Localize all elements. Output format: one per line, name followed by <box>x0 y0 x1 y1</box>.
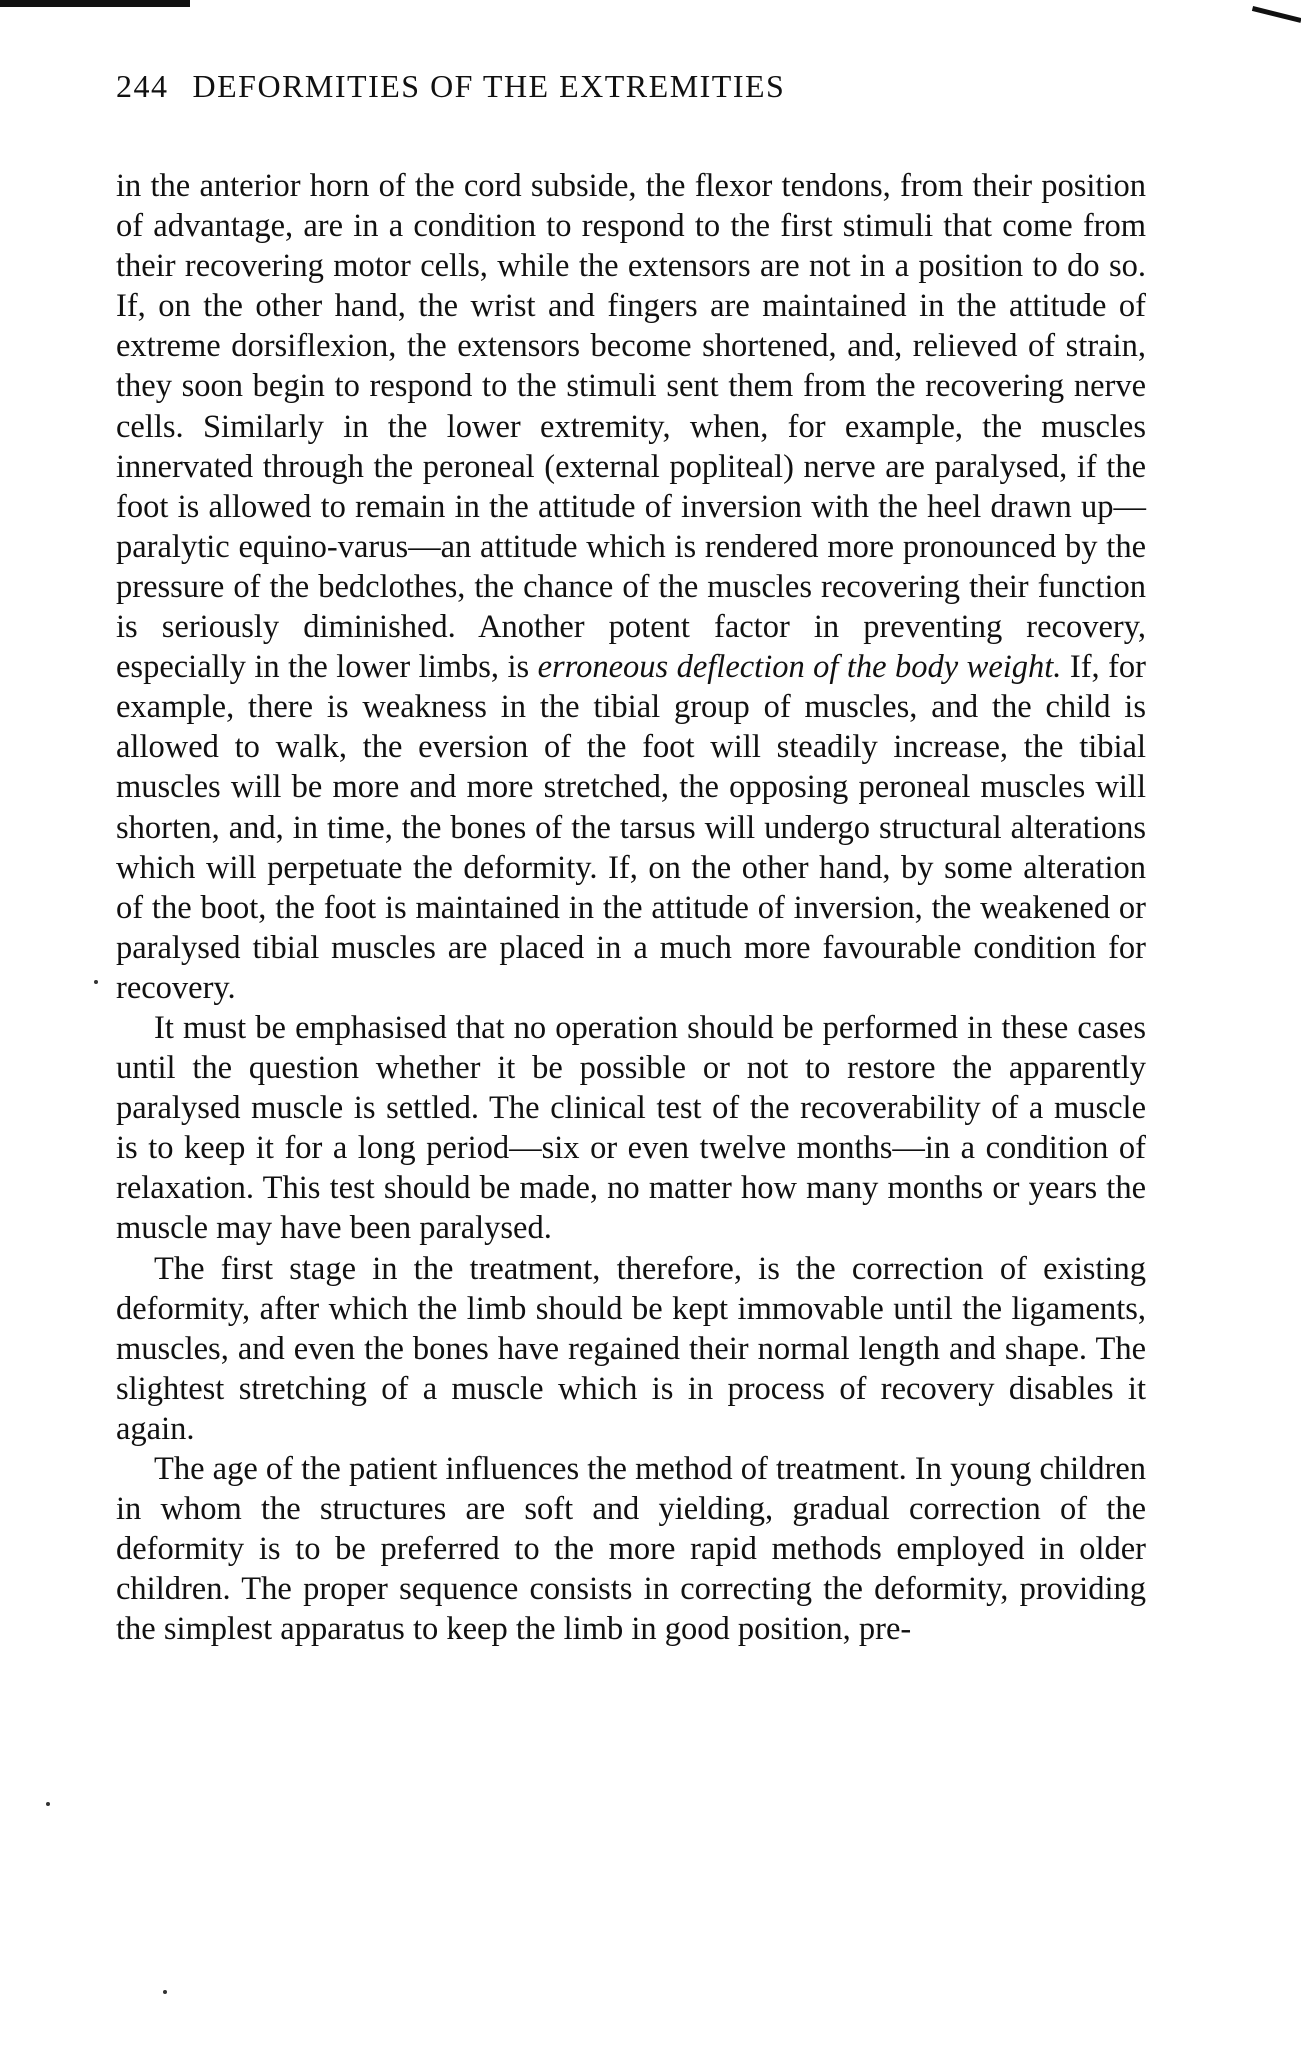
ink-speck <box>163 1990 167 1994</box>
paragraph-3: The first stage in the treatment, therefore, is the correction of existing deformity, after which the limb should be kept immovable until the ligaments, muscles, and even the bones have regained their normal length and shape. The slightest stretching of a muscle which is in process of recovery disables it again. <box>116 1250 1146 1447</box>
paragraph-1-part-b: If, for example, there is weakness in the tibial group of muscles, and the child is allowed to walk, the eversion of the foot will steadily increase, the tibial muscles will be more and more stretched, the opposing peroneal muscles will shorten, and, in time, the bones of the tarsus will undergo structural alterations which will perpetuate the deformity. If, on the other hand, by some alteration of the boot, the foot is maintained in the attitude of inversion, the weakened or paralysed tibial muscles are placed in a much more favourable condition for recovery. <box>116 649 1146 1006</box>
top-right-rule <box>1252 6 1301 23</box>
top-left-rule <box>0 0 190 7</box>
running-header <box>116 68 785 105</box>
ink-speck <box>94 980 98 984</box>
paragraph-4: The age of the patient influences the method of treatment. In young children in whom the structures are soft and yielding, gradual correction of the deformity is to be preferred to the more rapid methods employed in older children. The proper sequence consists in correcting the deformity, providing the simplest apparatus to keep the limb in good position, pre- <box>116 1451 1146 1648</box>
paragraph-1-emphasis: erroneous deflection of the body weight. <box>537 649 1062 686</box>
body-text <box>116 166 1146 1649</box>
paragraph-1-part-a: in the anterior horn of the cord subside, the flexor tendons, from their position of advantage, are in a condition to respond to the first stimuli that come from their recovering motor cells, while the extensors are not in a position to do so. If, on the other hand, the wrist and fingers are maintained in the attitude of extreme dorsiflexion, the extensors become shortened, and, relieved of strain, they soon begin to respond to the stimuli sent them from the recovering nerve cells. Similarly in the lower extremity, when, for example, the muscles innervated through the peroneal (external popliteal) nerve are paralysed, if the foot is allowed to remain in the attitude of inversion with the heel drawn up—paralytic equino-varus—an attitude which is rendered more pronounced by the pressure of the bedclothes, the chance of the muscles recovering their function is seriously diminished. Another potent factor in preventing recovery, especially in the lower limbs, is <box>116 168 1146 686</box>
ink-speck <box>46 1802 50 1806</box>
paragraph-2: It must be emphasised that no operation should be performed in these cases until the question whether it be possible or not to restore the apparently paralysed muscle is settled. The clinical test of the recoverability of a muscle is to keep it for a long period—six or even twelve months—in a condition of relaxation. This test should be made, no matter how many months or years the muscle may have been paralysed. <box>116 1009 1146 1247</box>
running-title: DEFORMITIES OF THE EXTREMITIES <box>192 68 786 104</box>
paragraph-1 <box>116 166 1146 1008</box>
page-number: 244 <box>116 68 169 104</box>
